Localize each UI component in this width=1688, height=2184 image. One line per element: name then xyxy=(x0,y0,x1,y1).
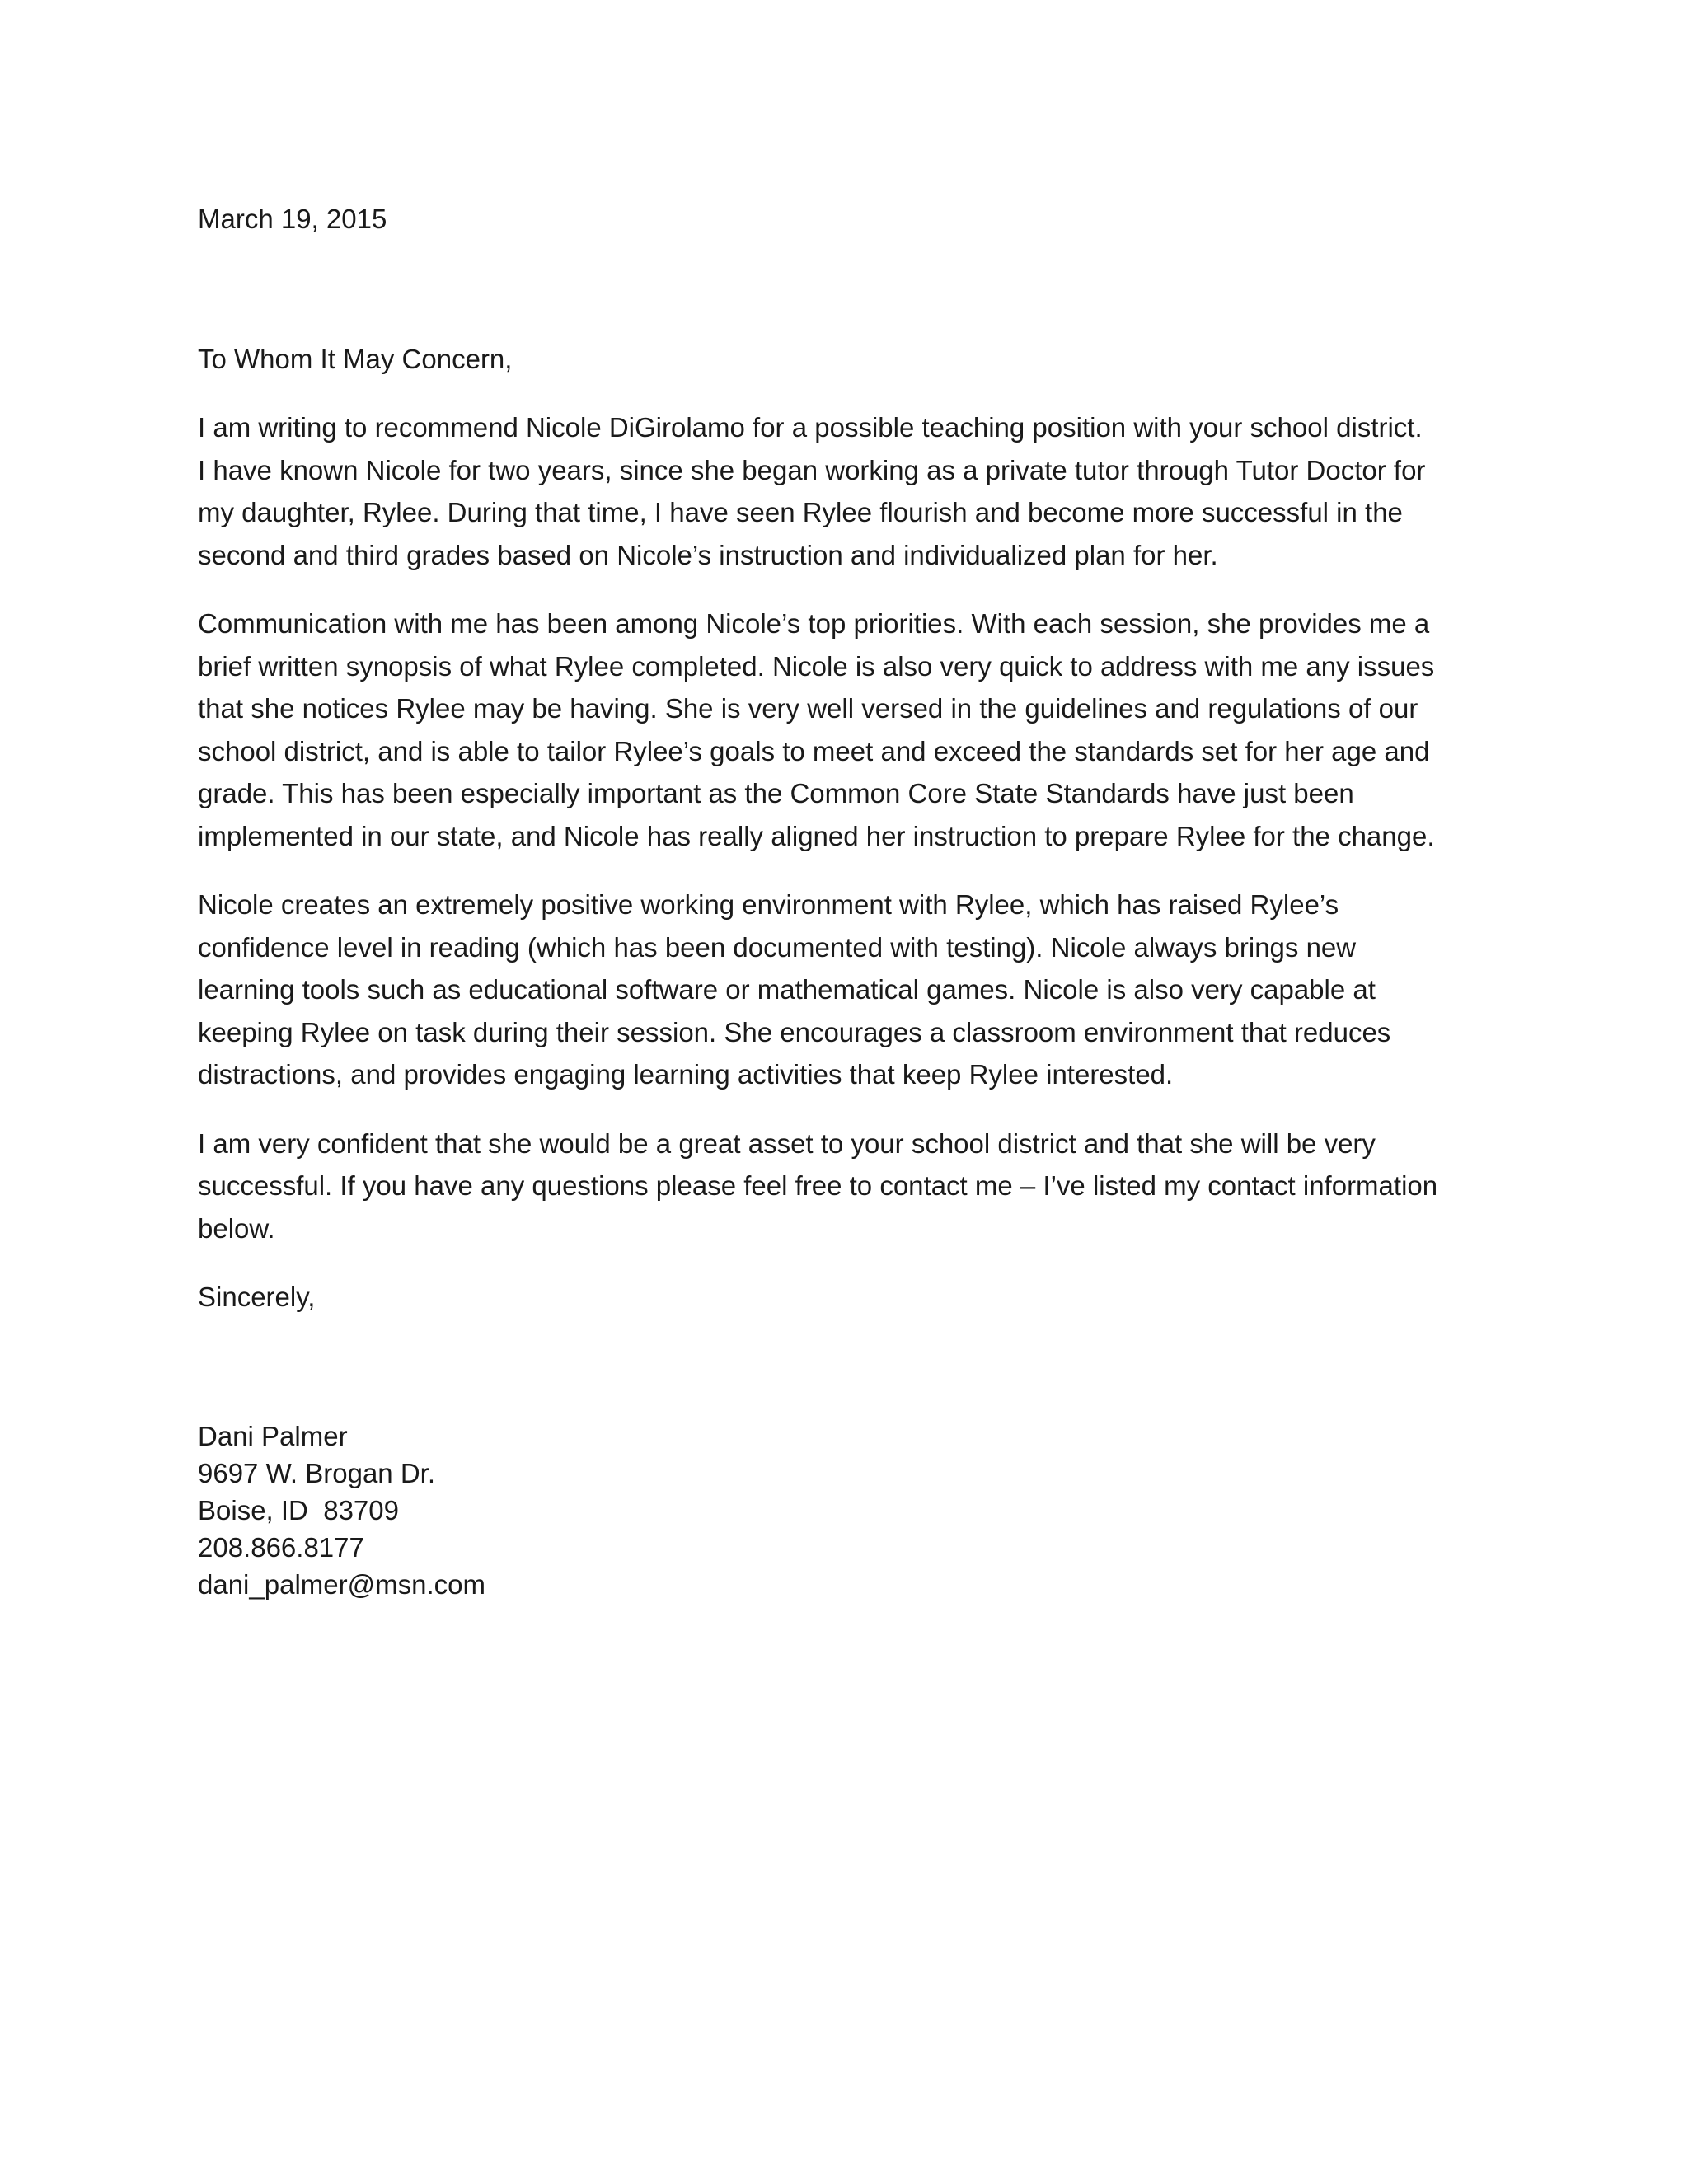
signature-block xyxy=(198,1418,1500,1603)
signer-street: 9697 W. Brogan Dr. xyxy=(198,1457,435,1488)
body-paragraph-2: Communication with me has been among Nicole’s top priorities. With each session, she provides me a brief written synopsis of what Rylee completed. Nicole is also very quick to address with me any issues that she notices Rylee may be having. She is very well versed in the guidelines and regulations of our school district, and is able to tailor Rylee’s goals to meet and exceed the standards set for her age and grade. This has been especially important as the Common Core State Standards have just been implemented in our state, and Nicole has really aligned her instruction to prepare Rylee for the change. xyxy=(198,608,1435,851)
signer-email: dani_palmer@msn.com xyxy=(198,1568,485,1600)
salutation: To Whom It May Concern, xyxy=(198,343,513,374)
signer-name: Dani Palmer xyxy=(198,1420,348,1451)
body-paragraph-4: I am very confident that she would be a great asset to your school district and that she will be very successful. If you have any questions please feel free to contact me – I’ve listed my contact information below. xyxy=(198,1127,1438,1244)
signer-phone: 208.866.8177 xyxy=(198,1531,364,1563)
signer-city: Boise, ID 83709 xyxy=(198,1494,399,1526)
body-paragraph-1: I am writing to recommend Nicole DiGirolamo for a possible teaching position with your school district. I have known Nicole for two years, since she began working as a private tutor through Tutor Doctor for my daughter, Rylee. During that time, I have seen Rylee flourish and become more successful in the second and third grades based on Nicole’s instruction and individualized plan for her. xyxy=(198,412,1426,570)
body-paragraph-3: Nicole creates an extremely positive working environment with Rylee, which has raised Rylee’s confidence level in reading (which has been documented with testing). Nicole always brings new learning tools such as educational software or mathematical games. Nicole is also very capable at keeping Rylee on task during their session. She encourages a classroom environment that reduces distractions, and provides engaging learning activities that keep Rylee interested. xyxy=(198,889,1391,1090)
letter-date: March 19, 2015 xyxy=(198,204,387,234)
closing: Sincerely, xyxy=(198,1282,316,1312)
recommendation-letter xyxy=(198,198,1500,1603)
